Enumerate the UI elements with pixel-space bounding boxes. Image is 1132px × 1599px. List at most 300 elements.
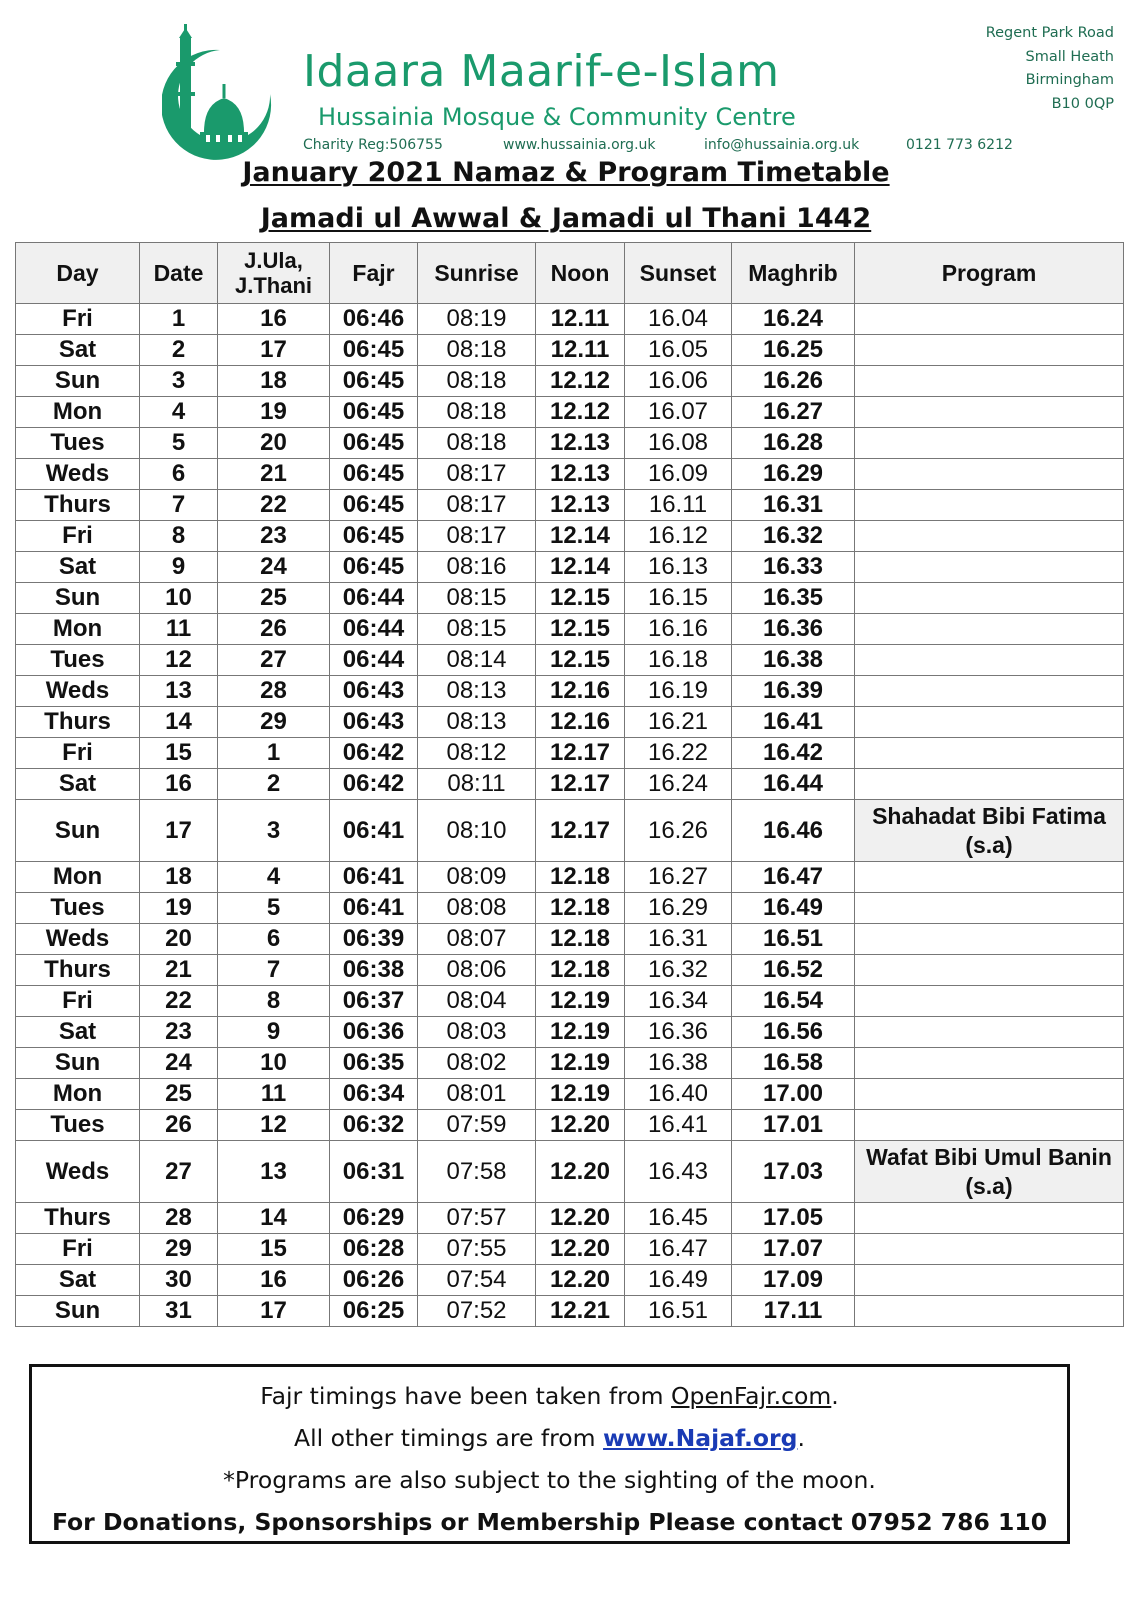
website-link[interactable]: www.hussainia.org.uk: [503, 137, 656, 153]
cell-day: Weds: [16, 1141, 140, 1203]
cell-fajr: 06:45: [330, 397, 418, 428]
timetable-body: [16, 304, 1124, 1327]
cell-day: Thurs: [16, 1203, 140, 1234]
cell-sunrise: 08:13: [418, 707, 536, 738]
cell-hijri: 4: [218, 862, 330, 893]
table-row: [16, 1017, 1124, 1048]
page-subtitle-wrap: [0, 203, 1132, 234]
cell-fajr: 06:41: [330, 800, 418, 862]
cell-program: [855, 1017, 1124, 1048]
cell-sunrise: 08:18: [418, 366, 536, 397]
cell-program: [855, 428, 1124, 459]
address-line: Regent Park Road: [985, 25, 1114, 41]
cell-date: 11: [140, 614, 218, 645]
cell-date: 3: [140, 366, 218, 397]
cell-sunset: 16.07: [625, 397, 732, 428]
cell-program: [855, 1079, 1124, 1110]
cell-fajr: 06:46: [330, 304, 418, 335]
cell-date: 31: [140, 1296, 218, 1327]
col-header-date: Date: [140, 243, 218, 304]
page-title: January 2021 Namaz & Program Timetable: [242, 157, 890, 188]
cell-maghrib: 16.31: [732, 490, 855, 521]
note-text: .: [831, 1382, 839, 1410]
cell-maghrib: 16.26: [732, 366, 855, 397]
cell-day: Sat: [16, 552, 140, 583]
cell-hijri: 29: [218, 707, 330, 738]
table-row: [16, 1203, 1124, 1234]
cell-noon: 12.12: [536, 397, 625, 428]
col-header-sunrise: Sunrise: [418, 243, 536, 304]
cell-day: Thurs: [16, 707, 140, 738]
najaf-link[interactable]: www.Najaf.org: [603, 1424, 798, 1452]
cell-sunset: 16.05: [625, 335, 732, 366]
cell-program: [855, 1203, 1124, 1234]
table-row: [16, 924, 1124, 955]
cell-hijri: 15: [218, 1234, 330, 1265]
cell-noon: 12.11: [536, 304, 625, 335]
table-row: [16, 645, 1124, 676]
org-name: Idaara Maarif-e-Islam: [303, 46, 780, 97]
cell-fajr: 06:44: [330, 614, 418, 645]
cell-maghrib: 17.09: [732, 1265, 855, 1296]
cell-sunset: 16.43: [625, 1141, 732, 1203]
cell-day: Sat: [16, 1017, 140, 1048]
cell-sunrise: 08:17: [418, 490, 536, 521]
cell-fajr: 06:44: [330, 645, 418, 676]
cell-sunrise: 08:13: [418, 676, 536, 707]
note-text: .: [797, 1424, 805, 1452]
cell-sunset: 16.24: [625, 769, 732, 800]
col-header-sunset: Sunset: [625, 243, 732, 304]
cell-maghrib: 16.58: [732, 1048, 855, 1079]
cell-maghrib: 16.29: [732, 459, 855, 490]
cell-hijri: 28: [218, 676, 330, 707]
cell-date: 10: [140, 583, 218, 614]
cell-fajr: 06:45: [330, 459, 418, 490]
cell-hijri: 27: [218, 645, 330, 676]
cell-hijri: 24: [218, 552, 330, 583]
cell-maghrib: 17.07: [732, 1234, 855, 1265]
table-row: [16, 862, 1124, 893]
cell-program: [855, 490, 1124, 521]
cell-program: [855, 986, 1124, 1017]
cell-sunrise: 08:01: [418, 1079, 536, 1110]
cell-date: 15: [140, 738, 218, 769]
cell-date: 18: [140, 862, 218, 893]
table-row: [16, 459, 1124, 490]
cell-day: Thurs: [16, 490, 140, 521]
cell-sunset: 16.38: [625, 1048, 732, 1079]
cell-noon: 12.18: [536, 955, 625, 986]
address-block: [986, 22, 1114, 116]
cell-sunset: 16.45: [625, 1203, 732, 1234]
table-row: [16, 707, 1124, 738]
header-row: [16, 243, 1124, 304]
cell-program: [855, 676, 1124, 707]
cell-sunrise: 08:17: [418, 459, 536, 490]
cell-noon: 12.19: [536, 1048, 625, 1079]
cell-noon: 12.14: [536, 552, 625, 583]
cell-program: [855, 707, 1124, 738]
cell-program: [855, 645, 1124, 676]
table-row: [16, 335, 1124, 366]
cell-hijri: 12: [218, 1110, 330, 1141]
cell-date: 29: [140, 1234, 218, 1265]
cell-maghrib: 17.01: [732, 1110, 855, 1141]
cell-day: Tues: [16, 893, 140, 924]
cell-hijri: 10: [218, 1048, 330, 1079]
table-row: [16, 1265, 1124, 1296]
cell-date: 22: [140, 986, 218, 1017]
cell-hijri: 8: [218, 986, 330, 1017]
cell-date: 25: [140, 1079, 218, 1110]
cell-noon: 12.18: [536, 862, 625, 893]
cell-fajr: 06:32: [330, 1110, 418, 1141]
cell-sunset: 16.04: [625, 304, 732, 335]
cell-maghrib: 16.32: [732, 521, 855, 552]
cell-sunrise: 07:58: [418, 1141, 536, 1203]
cell-hijri: 22: [218, 490, 330, 521]
table-row: [16, 304, 1124, 335]
cell-sunset: 16.13: [625, 552, 732, 583]
cell-fajr: 06:28: [330, 1234, 418, 1265]
moon-note: *Programs are also subject to the sighting of the moon.: [223, 1466, 876, 1494]
cell-maghrib: 16.24: [732, 304, 855, 335]
cell-noon: 12.20: [536, 1110, 625, 1141]
col-header-noon: Noon: [536, 243, 625, 304]
cell-fajr: 06:29: [330, 1203, 418, 1234]
table-row: [16, 738, 1124, 769]
cell-program: [855, 1110, 1124, 1141]
cell-noon: 12.15: [536, 645, 625, 676]
cell-sunset: 16.22: [625, 738, 732, 769]
cell-fajr: 06:45: [330, 428, 418, 459]
cell-sunset: 16.31: [625, 924, 732, 955]
cell-fajr: 06:38: [330, 955, 418, 986]
cell-sunset: 16.21: [625, 707, 732, 738]
cell-sunset: 16.51: [625, 1296, 732, 1327]
cell-sunrise: 08:02: [418, 1048, 536, 1079]
cell-date: 23: [140, 1017, 218, 1048]
cell-noon: 12.18: [536, 924, 625, 955]
cell-maghrib: 16.51: [732, 924, 855, 955]
cell-day: Fri: [16, 521, 140, 552]
cell-maghrib: 16.56: [732, 1017, 855, 1048]
cell-hijri: 7: [218, 955, 330, 986]
cell-noon: 12.19: [536, 986, 625, 1017]
cell-hijri: 14: [218, 1203, 330, 1234]
note-text: Fajr timings have been taken from: [260, 1382, 672, 1410]
cell-sunrise: 07:57: [418, 1203, 536, 1234]
table-row: [16, 366, 1124, 397]
cell-maghrib: 17.03: [732, 1141, 855, 1203]
cell-noon: 12.21: [536, 1296, 625, 1327]
cell-sunset: 16.19: [625, 676, 732, 707]
cell-maghrib: 16.54: [732, 986, 855, 1017]
charity-reg: Charity Reg:506755: [303, 137, 443, 153]
cell-sunset: 16.06: [625, 366, 732, 397]
cell-noon: 12.20: [536, 1141, 625, 1203]
cell-day: Tues: [16, 1110, 140, 1141]
cell-fajr: 06:42: [330, 769, 418, 800]
cell-noon: 12.16: [536, 676, 625, 707]
cell-noon: 12.19: [536, 1079, 625, 1110]
cell-fajr: 06:45: [330, 335, 418, 366]
cell-noon: 12.11: [536, 335, 625, 366]
cell-hijri: 6: [218, 924, 330, 955]
cell-date: 16: [140, 769, 218, 800]
cell-sunset: 16.18: [625, 645, 732, 676]
cell-hijri: 2: [218, 769, 330, 800]
address-line: Birmingham: [1025, 72, 1114, 88]
cell-maghrib: 16.44: [732, 769, 855, 800]
cell-date: 20: [140, 924, 218, 955]
cell-day: Tues: [16, 428, 140, 459]
cell-sunset: 16.32: [625, 955, 732, 986]
cell-date: 1: [140, 304, 218, 335]
cell-sunset: 16.09: [625, 459, 732, 490]
table-row: [16, 955, 1124, 986]
cell-date: 2: [140, 335, 218, 366]
cell-sunset: 16.26: [625, 800, 732, 862]
cell-sunrise: 08:15: [418, 583, 536, 614]
mosque-logo-icon: [162, 14, 278, 164]
cell-maghrib: 16.33: [732, 552, 855, 583]
cell-hijri: 16: [218, 304, 330, 335]
cell-noon: 12.15: [536, 614, 625, 645]
cell-maghrib: 16.35: [732, 583, 855, 614]
cell-day: Mon: [16, 397, 140, 428]
cell-date: 14: [140, 707, 218, 738]
cell-date: 27: [140, 1141, 218, 1203]
cell-hijri: 9: [218, 1017, 330, 1048]
cell-date: 19: [140, 893, 218, 924]
cell-sunrise: 08:12: [418, 738, 536, 769]
table-row: [16, 1141, 1124, 1203]
cell-program: Shahadat Bibi Fatima (s.a): [855, 800, 1124, 862]
cell-date: 26: [140, 1110, 218, 1141]
cell-sunrise: 08:15: [418, 614, 536, 645]
cell-program: [855, 1234, 1124, 1265]
cell-date: 30: [140, 1265, 218, 1296]
table-row: [16, 1234, 1124, 1265]
cell-hijri: 13: [218, 1141, 330, 1203]
cell-maghrib: 16.25: [732, 335, 855, 366]
cell-day: Weds: [16, 676, 140, 707]
col-header-hijri: J.Ula, J.Thani: [218, 243, 330, 304]
cell-sunrise: 08:03: [418, 1017, 536, 1048]
cell-program: [855, 552, 1124, 583]
cell-sunrise: 07:59: [418, 1110, 536, 1141]
cell-maghrib: 16.28: [732, 428, 855, 459]
cell-noon: 12.20: [536, 1265, 625, 1296]
cell-program: [855, 924, 1124, 955]
cell-program: [855, 955, 1124, 986]
cell-day: Sat: [16, 1265, 140, 1296]
phone-number: 0121 773 6212: [906, 137, 1013, 153]
cell-program: [855, 1265, 1124, 1296]
cell-sunset: 16.49: [625, 1265, 732, 1296]
table-row: [16, 893, 1124, 924]
cell-noon: 12.20: [536, 1234, 625, 1265]
cell-hijri: 23: [218, 521, 330, 552]
cell-sunrise: 08:18: [418, 335, 536, 366]
cell-day: Sun: [16, 800, 140, 862]
page-subtitle: Jamadi ul Awwal & Jamadi ul Thani 1442: [260, 203, 872, 234]
cell-hijri: 25: [218, 583, 330, 614]
table-row: [16, 552, 1124, 583]
cell-fajr: 06:41: [330, 893, 418, 924]
cell-date: 24: [140, 1048, 218, 1079]
cell-hijri: 5: [218, 893, 330, 924]
cell-hijri: 11: [218, 1079, 330, 1110]
cell-sunrise: 08:08: [418, 893, 536, 924]
address-line: Small Heath: [1025, 48, 1114, 65]
cell-program: [855, 366, 1124, 397]
cell-day: Mon: [16, 1079, 140, 1110]
cell-date: 9: [140, 552, 218, 583]
cell-date: 17: [140, 800, 218, 862]
cell-sunset: 16.08: [625, 428, 732, 459]
cell-day: Mon: [16, 862, 140, 893]
cell-sunset: 16.40: [625, 1079, 732, 1110]
table-row: [16, 676, 1124, 707]
cell-sunrise: 08:09: [418, 862, 536, 893]
cell-hijri: 16: [218, 1265, 330, 1296]
cell-date: 5: [140, 428, 218, 459]
cell-fajr: 06:43: [330, 707, 418, 738]
cell-fajr: 06:35: [330, 1048, 418, 1079]
cell-maghrib: 17.00: [732, 1079, 855, 1110]
cell-maghrib: 16.42: [732, 738, 855, 769]
note-text: All other timings are from: [294, 1424, 604, 1452]
notes-box: [29, 1364, 1070, 1544]
cell-sunrise: 07:54: [418, 1265, 536, 1296]
other-source-note: [32, 1417, 1067, 1459]
col-header-program: Program: [855, 243, 1124, 304]
cell-maghrib: 16.46: [732, 800, 855, 862]
cell-sunrise: 08:10: [418, 800, 536, 862]
donations-note: For Donations, Sponsorships or Membership Please contact 07952 786 110: [51, 1508, 1048, 1536]
cell-program: [855, 614, 1124, 645]
cell-sunset: 16.47: [625, 1234, 732, 1265]
cell-program: Wafat Bibi Umul Banin (s.a): [855, 1141, 1124, 1203]
cell-maghrib: 16.36: [732, 614, 855, 645]
cell-sunrise: 07:52: [418, 1296, 536, 1327]
fajr-source-note: [32, 1375, 1067, 1417]
cell-noon: 12.14: [536, 521, 625, 552]
cell-program: [855, 521, 1124, 552]
cell-fajr: 06:45: [330, 366, 418, 397]
table-row: [16, 1079, 1124, 1110]
cell-date: 8: [140, 521, 218, 552]
table-row: [16, 1048, 1124, 1079]
cell-noon: 12.12: [536, 366, 625, 397]
address-line: B10 0QP: [1051, 95, 1114, 112]
cell-sunset: 16.15: [625, 583, 732, 614]
cell-date: 4: [140, 397, 218, 428]
cell-date: 12: [140, 645, 218, 676]
col-header-fajr: Fajr: [330, 243, 418, 304]
col-header-day: Day: [16, 243, 140, 304]
cell-sunrise: 08:07: [418, 924, 536, 955]
table-row: [16, 521, 1124, 552]
cell-program: [855, 397, 1124, 428]
cell-hijri: 26: [218, 614, 330, 645]
cell-sunrise: 07:55: [418, 1234, 536, 1265]
org-subtitle: Hussainia Mosque & Community Centre: [318, 103, 796, 131]
table-row: [16, 800, 1124, 862]
table-row: [16, 986, 1124, 1017]
cell-day: Sun: [16, 583, 140, 614]
cell-program: [855, 304, 1124, 335]
cell-program: [855, 769, 1124, 800]
cell-sunrise: 08:06: [418, 955, 536, 986]
cell-hijri: 3: [218, 800, 330, 862]
table-row: [16, 583, 1124, 614]
cell-sunrise: 08:16: [418, 552, 536, 583]
cell-program: [855, 1048, 1124, 1079]
cell-program: [855, 1296, 1124, 1327]
cell-program: [855, 459, 1124, 490]
table-row: [16, 614, 1124, 645]
cell-day: Fri: [16, 738, 140, 769]
cell-day: Sat: [16, 335, 140, 366]
cell-sunset: 16.11: [625, 490, 732, 521]
openfajr-link[interactable]: OpenFajr.com: [671, 1382, 832, 1410]
cell-fajr: 06:37: [330, 986, 418, 1017]
cell-hijri: 21: [218, 459, 330, 490]
cell-day: Fri: [16, 1234, 140, 1265]
cell-day: Thurs: [16, 955, 140, 986]
cell-maghrib: 16.41: [732, 707, 855, 738]
cell-noon: 12.16: [536, 707, 625, 738]
cell-day: Fri: [16, 304, 140, 335]
cell-noon: 12.13: [536, 459, 625, 490]
cell-fajr: 06:45: [330, 490, 418, 521]
cell-fajr: 06:26: [330, 1265, 418, 1296]
cell-sunrise: 08:18: [418, 397, 536, 428]
cell-noon: 12.20: [536, 1203, 625, 1234]
cell-maghrib: 16.47: [732, 862, 855, 893]
email-link[interactable]: info@hussainia.org.uk: [704, 137, 860, 153]
cell-fajr: 06:41: [330, 862, 418, 893]
cell-day: Mon: [16, 614, 140, 645]
cell-date: 7: [140, 490, 218, 521]
cell-program: [855, 738, 1124, 769]
table-row: [16, 1110, 1124, 1141]
cell-noon: 12.17: [536, 738, 625, 769]
timetable: [15, 242, 1124, 1327]
cell-sunrise: 08:04: [418, 986, 536, 1017]
cell-fajr: 06:44: [330, 583, 418, 614]
cell-noon: 12.18: [536, 893, 625, 924]
cell-date: 6: [140, 459, 218, 490]
cell-day: Weds: [16, 924, 140, 955]
cell-hijri: 17: [218, 1296, 330, 1327]
cell-sunset: 16.27: [625, 862, 732, 893]
cell-day: Sun: [16, 366, 140, 397]
cell-fajr: 06:39: [330, 924, 418, 955]
cell-sunset: 16.29: [625, 893, 732, 924]
table-row: [16, 428, 1124, 459]
cell-day: Sun: [16, 1048, 140, 1079]
cell-maghrib: 17.05: [732, 1203, 855, 1234]
cell-fajr: 06:43: [330, 676, 418, 707]
cell-fajr: 06:31: [330, 1141, 418, 1203]
cell-sunrise: 08:17: [418, 521, 536, 552]
cell-program: [855, 862, 1124, 893]
